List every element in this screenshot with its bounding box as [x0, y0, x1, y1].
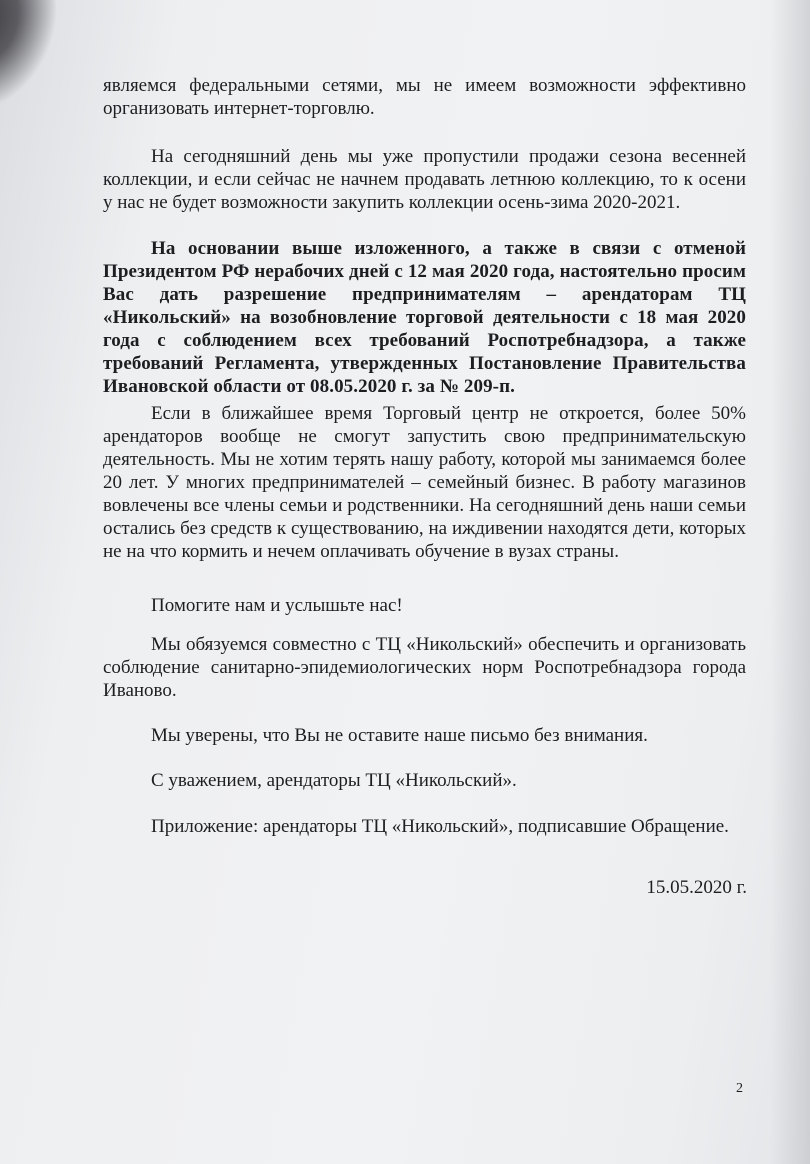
paragraph-request: На основании выше изложенного, а также в связи с отменой Президентом РФ нерабочих дней с 12 мая 2020 года, настоятельно просим Вас дать разрешение предпринимателям – арендаторам ТЦ «Никольский» на возобновление торговой деятельности с 18 мая 2020 года с соблюдением всех требований Роспотребнадзора, а также требований Регламента, утвержденных Постановление Правительства Ивановской области от 08.05.2020 г. за № 209-п.	[103, 238, 746, 397]
closing-regards: С уважением, арендаторы ТЦ «Никольский».	[151, 770, 517, 791]
page-number: 2	[736, 1081, 743, 1096]
paragraph-plea: Помогите нам и услышьте нас!	[151, 595, 403, 616]
page-corner-shadow	[0, 0, 72, 133]
paragraph-continuation: являемся федеральными сетями, мы не имеем возможности эффективно организовать интернет-торговлю.	[103, 75, 746, 119]
attachment-note: Приложение: арендаторы ТЦ «Никольский», подписавшие Обращение.	[151, 816, 729, 837]
document-date: 15.05.2020 г.	[646, 877, 747, 898]
paragraph-confidence: Мы уверены, что Вы не оставите наше письмо без внимания.	[151, 725, 648, 746]
paragraph-tenants: Если в ближайшее время Торговый центр не откроется, более 50% арендаторов вообще не смогут запустить свою предпринимательскую деятельность. Мы не хотим терять нашу работу, которой мы занимаемся более 20 лет. У многих предпринимателей – семейный бизнес. В работу магазинов вовлечены все члены семьи и родственники. На сегодняшний день наши семьи остались без средств к существованию, на иждивении находятся дети, которых не на что кормить и нечем оплачивать обучение в вузах страны.	[103, 403, 746, 562]
page-edge-shade	[770, 0, 810, 1164]
paragraph-commitment: Мы обязуемся совместно с ТЦ «Никольский» обеспечить и организовать соблюдение санитарно-эпидемиологических норм Роспотребнадзора города Иваново.	[103, 634, 746, 701]
paragraph-season: На сегодняшний день мы уже пропустили продажи сезона весенней коллекции, и если сейчас не начнем продавать летнюю коллекцию, то к осени у нас не будет возможности закупить коллекции осень-зима 2020-2021.	[103, 146, 746, 213]
